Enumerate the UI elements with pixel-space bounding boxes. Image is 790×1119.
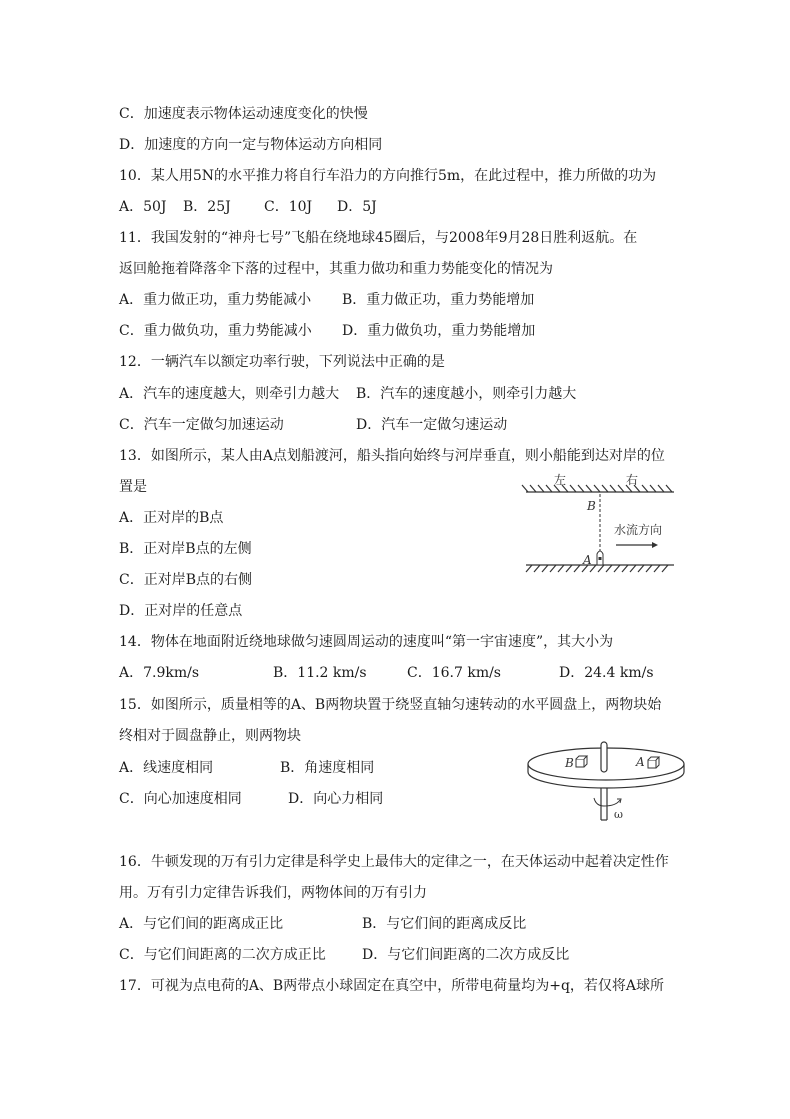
q14-option-b: B．11.2 km/s (273, 665, 367, 681)
q15-option-d: D．向心力相同 (288, 791, 384, 807)
q15-option-b: B．角速度相同 (280, 760, 375, 776)
q11-stem-line1: 11．我国发射的“神舟七号”飞船在绕地球45圈后，与2008年9月28日胜利返航。在 (119, 230, 638, 246)
q12-option-b: B．汽车的速度越小，则牵引力越大 (356, 386, 577, 402)
q16-stem-line1: 16．牛顿发现的万有引力定律是科学史上最伟大的定律之一，在天体运动中起着决定性作 (119, 854, 669, 870)
q13-option-a: A．正对岸的B点 (119, 510, 224, 526)
q10-option-a: A．50J (119, 199, 167, 215)
label-left: 左 (554, 473, 567, 487)
q14-option-d: D．24.4 km/s (559, 665, 654, 681)
upper-bank (522, 485, 674, 492)
q12-option-a: A．汽车的速度越大，则牵引力越大 (119, 386, 340, 402)
q15-stem-line2: 终相对于圆盘静止，则两物块 (119, 728, 301, 744)
q16-option-c: C．与它们间距离的二次方成正比 (119, 947, 326, 963)
q13-stem-line2: 置是 (119, 479, 147, 495)
q11-option-b: B．重力做正功，重力势能增加 (342, 292, 535, 308)
q11-option-a: A．重力做正功，重力势能减小 (119, 292, 312, 308)
flow-direction-label: 水流方向 (614, 523, 663, 537)
q17-stem: 17．可视为点电荷的A、B两带点小球固定在真空中，所带电荷量均为+q，若仅将A球所 (119, 978, 665, 994)
omega-label: ω (614, 808, 623, 821)
q16-stem-line2: 用。万有引力定律告诉我们，两物体间的万有引力 (119, 885, 427, 901)
q16-option-d: D．与它们间距离的二次方成反比 (362, 947, 570, 963)
boat-icon (597, 551, 603, 565)
q14-option-c: C．16.7 km/s (407, 665, 501, 681)
q11-option-c: C．重力做负功，重力势能减小 (119, 323, 312, 339)
point-a-label: A (583, 553, 592, 567)
q14-stem: 14．物体在地面附近绕地球做匀速圆周运动的速度叫“第一宇宙速度”，其大小为 (119, 634, 614, 650)
q11-option-d: D．重力做负功，重力势能增加 (342, 323, 536, 339)
q10-stem: 10．某人用5N的水平推力将自行车沿力的方向推行5m，在此过程中，推力所做的功为 (119, 168, 657, 184)
q15-stem-line1: 15．如图所示，质量相等的A、B两物块置于绕竖直轴匀速转动的水平圆盘上，两物块始 (119, 697, 662, 713)
q13-option-d: D．正对岸的任意点 (119, 603, 243, 619)
q13-stem-line1: 13．如图所示，某人由A点划船渡河，船头指向始终与河岸垂直，则小船能到达对岸的位 (119, 448, 665, 464)
q16-option-b: B．与它们间的距离成反比 (362, 916, 527, 932)
q12-option-c: C．汽车一定做匀加速运动 (119, 417, 284, 433)
block-b-label: B (565, 756, 574, 770)
q15-option-c: C．向心加速度相同 (119, 791, 242, 807)
q13-option-c: C．正对岸B点的右侧 (119, 572, 252, 588)
lower-bank (526, 565, 674, 572)
q9-option-c: C．加速度表示物体运动速度变化的快慢 (119, 106, 368, 122)
label-right: 右 (626, 473, 639, 487)
q11-stem-line2: 返回舱拖着降落伞下落的过程中，其重力做功和重力势能变化的情况为 (119, 261, 553, 277)
q16-option-a: A．与它们间的距离成正比 (119, 916, 284, 932)
q9-option-d: D．加速度的方向一定与物体运动方向相同 (119, 137, 383, 153)
q14-option-a: A．7.9km/s (119, 665, 200, 681)
q10-option-d: D．5J (337, 199, 377, 215)
q10-option-c: C．10J (264, 199, 313, 215)
point-b-label: B (587, 499, 596, 513)
q12-option-d: D．汽车一定做匀速运动 (356, 417, 508, 433)
river-crossing-figure (518, 468, 678, 580)
q15-option-a: A．线速度相同 (119, 760, 214, 776)
block-a-label: A (636, 755, 645, 769)
flow-arrow-icon (616, 542, 658, 548)
q12-stem: 12．一辆汽车以额定功率行驶，下列说法中正确的是 (119, 354, 445, 370)
rotating-disk-figure (524, 736, 690, 822)
q10-option-b: B．25J (183, 199, 231, 215)
q13-option-b: B．正对岸B点的左侧 (119, 541, 252, 557)
